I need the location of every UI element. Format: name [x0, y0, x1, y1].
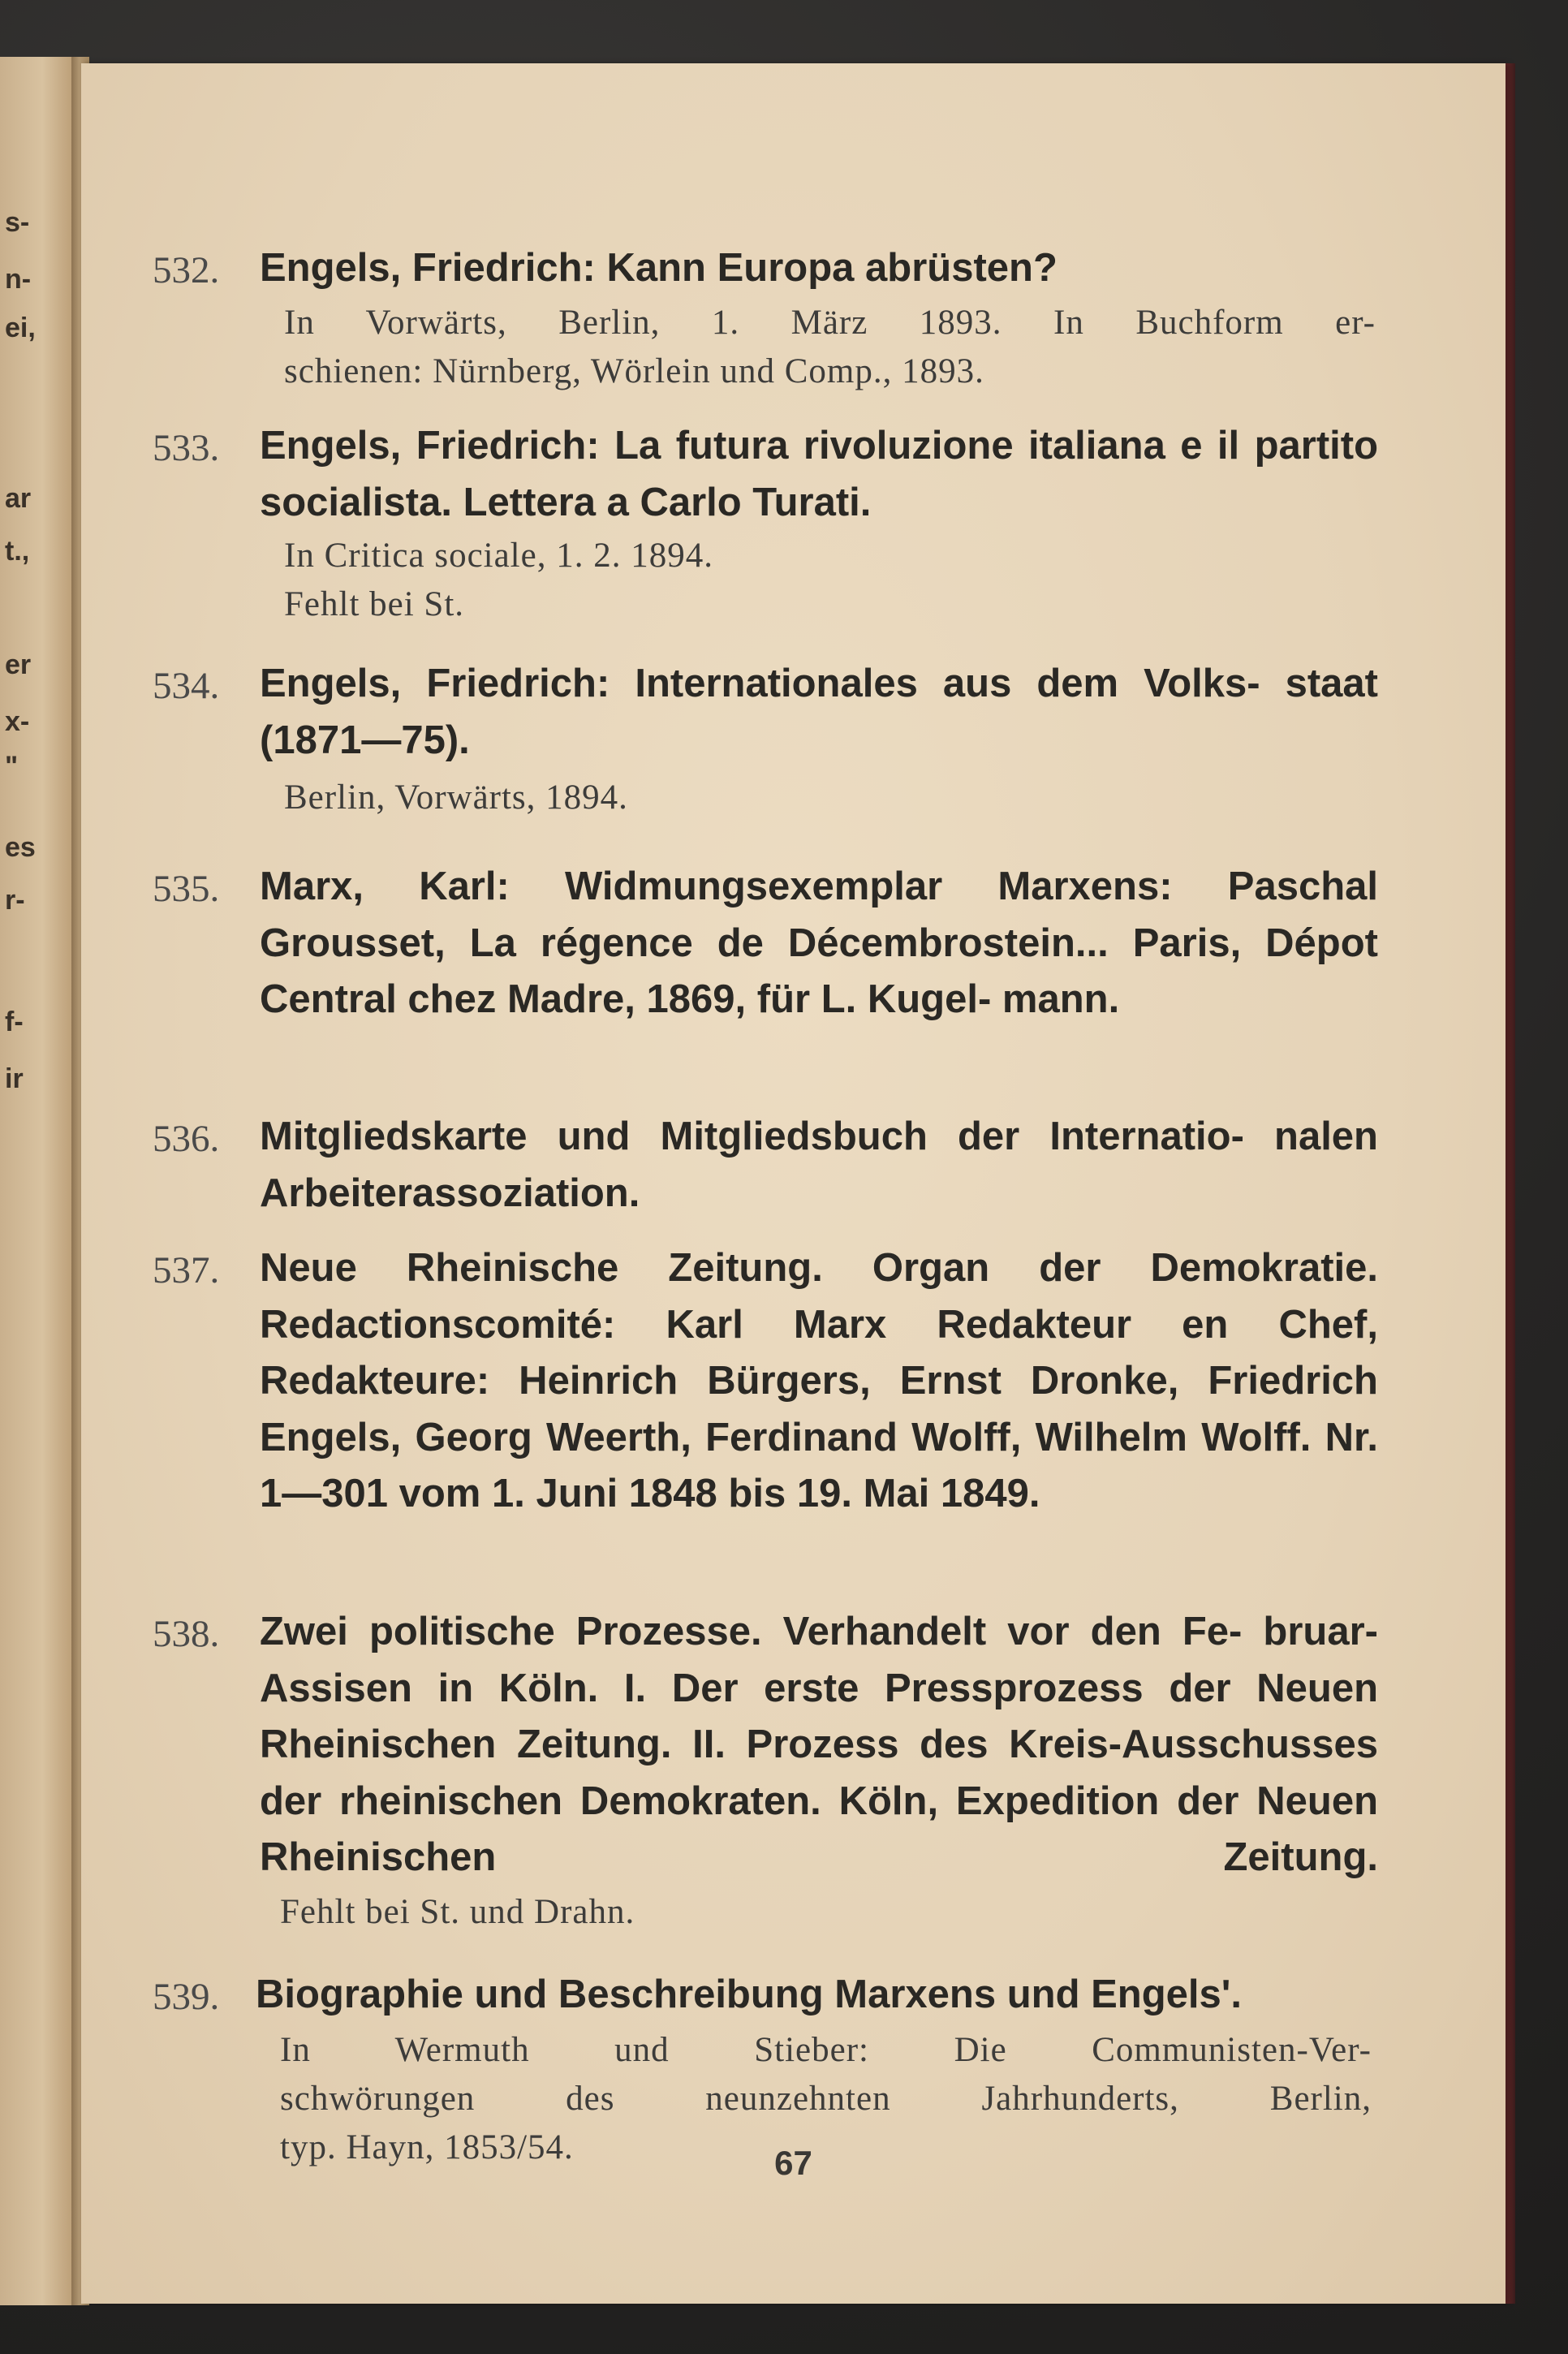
- previous-page-edge: [0, 57, 77, 2305]
- prev-fragment: t.,: [5, 536, 30, 567]
- prev-fragment: n-: [5, 264, 32, 295]
- entry-note-line: Fehlt bei St. und Drahn.: [280, 1893, 635, 1931]
- entry-title: Biographie und Beschreibung Marxens und Engels'.: [256, 1972, 1243, 2016]
- entry-note-line: In Critica sociale, 1. 2. 1894.: [284, 537, 713, 575]
- entry-note-line: schwörungen des neunzehnten Jahrhunderts, Berlin,: [280, 2080, 1372, 2118]
- prev-fragment: ei,: [5, 313, 36, 343]
- prev-fragment: ": [5, 751, 19, 782]
- entry-number: 534.: [153, 665, 220, 707]
- entry-number: 536.: [153, 1118, 220, 1160]
- prev-fragment: ir: [5, 1063, 24, 1094]
- prev-fragment: f-: [5, 1007, 24, 1037]
- entry-title: Engels, Friedrich: Internationales aus dem Volks- staat (1871—75).: [260, 662, 1378, 762]
- entry-title: Marx, Karl: Widmungsexemplar Marxens: Paschal Grousset, La régence de Décembrostein... Paris, Dépot Central chez Madre, 1869, für L. Kugel- mann.: [260, 864, 1378, 1021]
- entry-number: 535.: [153, 868, 220, 910]
- entry-number: 533.: [153, 427, 220, 469]
- entry-note-line: Berlin, Vorwärts, 1894.: [284, 778, 628, 817]
- prev-fragment: es: [5, 832, 36, 863]
- entry-number: 537.: [153, 1249, 220, 1291]
- prev-fragment: x-: [5, 706, 30, 737]
- page-number: 67: [774, 2144, 812, 2182]
- entry-note-line: In Vorwärts, Berlin, 1. März 1893. In Buchform er-: [284, 304, 1376, 342]
- prev-fragment: r-: [5, 885, 25, 916]
- entry-title: Neue Rheinische Zeitung. Organ der Demokratie. Redactionscomité: Karl Marx Redakteur en Chef, Redakteure: Heinrich Bürgers, Ernst Dronke, Friedrich Engels, Georg Weerth, Ferdinand Wolff, Wilhelm Wolff. Nr. 1—301 vom 1. Juni 1848 bis 19. Mai 1849.: [260, 1246, 1378, 1515]
- entry-title: Engels, Friedrich: Kann Europa abrüsten?: [260, 246, 1058, 290]
- entry-title: Engels, Friedrich: La futura rivoluzione italiana e il partito socialista. Lettera a Carlo Turati.: [260, 424, 1378, 524]
- page-stack-edge: [1506, 63, 1515, 2304]
- entry-note-line: typ. Hayn, 1853/54.: [280, 2128, 574, 2166]
- entry-note-line: In Wermuth und Stieber: Die Communisten-Ver-: [280, 2031, 1372, 2069]
- book-page: [81, 63, 1506, 2304]
- entry-number: 539.: [153, 1976, 220, 2018]
- entry-title: Zwei politische Prozesse. Verhandelt vor den Fe- bruar-Assisen in Köln. I. Der erste Pressprozess der Neuen Rheinischen Zeitung. II. Prozess des Kreis-Ausschusses der rheinischen Demokraten. Köln, Expedition der Neuen Rheinischen Zeitung.: [260, 1610, 1378, 1879]
- entry-note-line: Fehlt bei St.: [284, 585, 465, 623]
- prev-fragment: er: [5, 649, 32, 680]
- entry-number: 532.: [153, 249, 220, 291]
- entry-number: 538.: [153, 1613, 220, 1655]
- prev-fragment: s-: [5, 207, 30, 238]
- prev-fragment: ar: [5, 483, 32, 514]
- entry-note-line: schienen: Nürnberg, Wörlein und Comp., 1893.: [284, 352, 984, 390]
- entry-title: Mitgliedskarte und Mitgliedsbuch der Internatio- nalen Arbeiterassoziation.: [260, 1114, 1378, 1215]
- previous-page-text: [0, 57, 77, 2305]
